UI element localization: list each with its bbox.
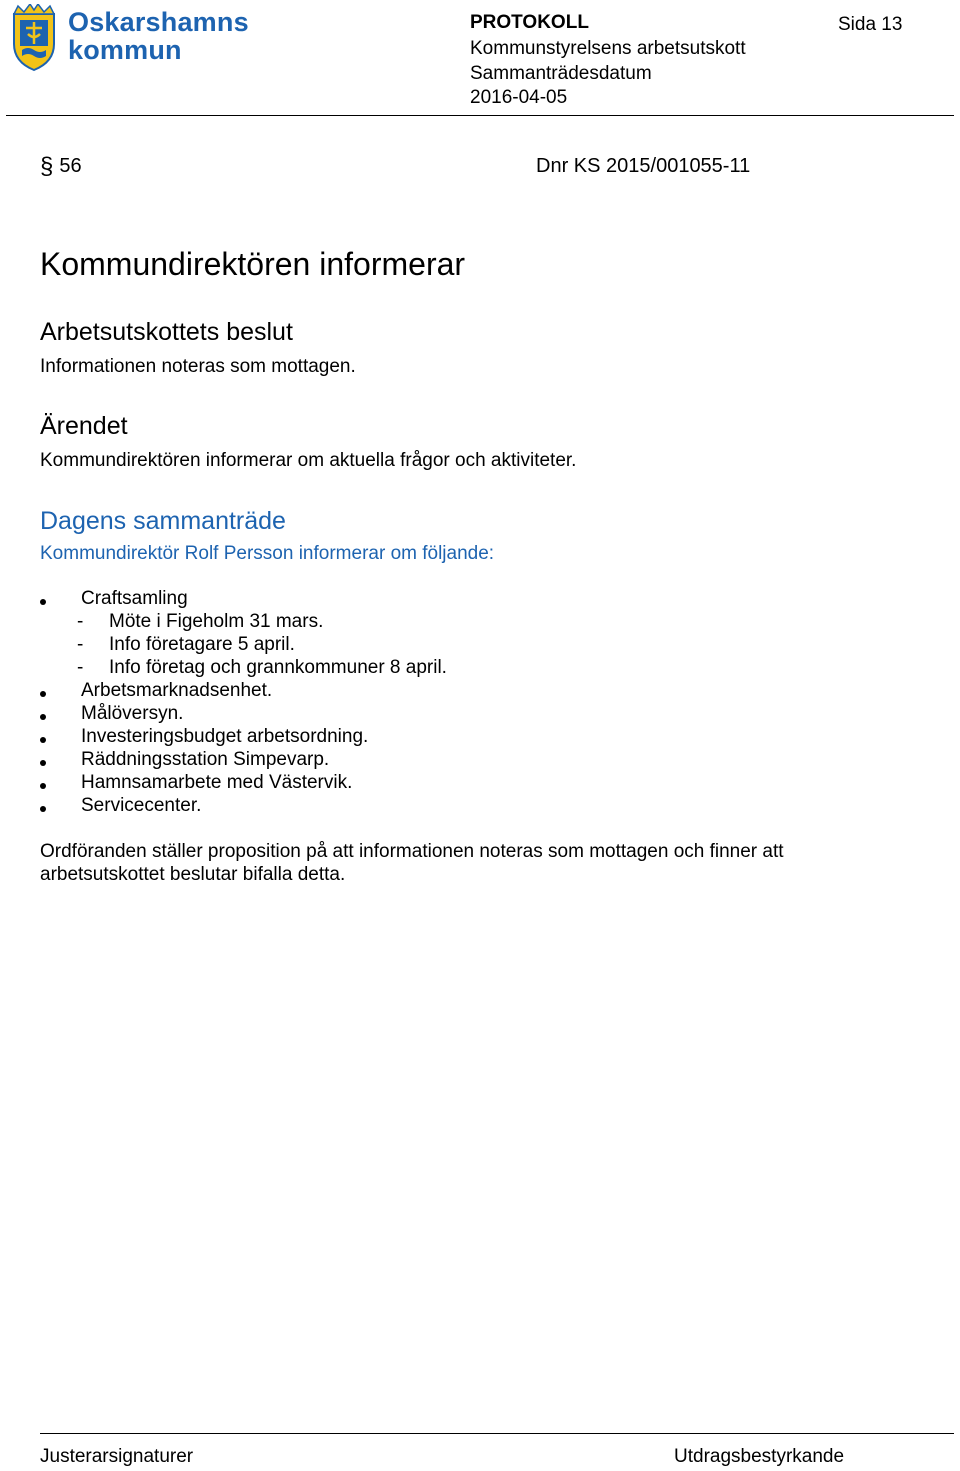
bullet-marker xyxy=(40,760,46,766)
section-number xyxy=(40,153,82,181)
logo-text-line1: Oskarshamns xyxy=(68,7,249,37)
bullet-marker xyxy=(40,806,46,812)
sub-item-dash: - xyxy=(77,634,84,655)
diary-number: Dnr KS 2015/001055-11 xyxy=(536,155,751,177)
sub-list-item: Info företag och grannkommuner 8 april. xyxy=(109,657,447,678)
municipality-logo-text xyxy=(68,8,249,64)
meeting-date-label: Sammanträdesdatum xyxy=(470,63,652,84)
list-item: Investeringsbudget arbetsordning. xyxy=(81,726,369,747)
meeting-intro: Kommundirektör Rolf Persson informerar om följande: xyxy=(40,543,495,564)
list-item: Målöversyn. xyxy=(81,703,184,724)
logo-text-line2: kommun xyxy=(68,35,182,65)
matter-heading: Ärendet xyxy=(40,412,128,440)
conclusion-line-1: Ordföranden ställer proposition på att informationen noteras som mottagen och finner att xyxy=(40,841,784,862)
meeting-heading: Dagens sammanträde xyxy=(40,507,286,535)
section-number-value: 56 xyxy=(59,155,82,177)
sub-list-item: Möte i Figeholm 31 mars. xyxy=(109,611,324,632)
sub-list-item: Info företagare 5 april. xyxy=(109,634,295,655)
signature-label: Justerarsignaturer xyxy=(40,1446,194,1467)
decision-heading: Arbetsutskottets beslut xyxy=(40,318,293,346)
list-item: Servicecenter. xyxy=(81,795,202,816)
list-item: Hamnsamarbete med Västervik. xyxy=(81,772,353,793)
document-type: PROTOKOLL xyxy=(470,12,589,33)
page-number: Sida 13 xyxy=(838,14,903,35)
matter-text: Kommundirektören informerar om aktuella frågor och aktiviteter. xyxy=(40,450,577,471)
paragraph-symbol: § xyxy=(40,153,54,180)
conclusion-line-2: arbetsutskottet beslutar bifalla detta. xyxy=(40,864,346,885)
extract-certification-label: Utdragsbestyrkande xyxy=(674,1446,845,1467)
header-divider xyxy=(6,115,954,116)
decision-text: Informationen noteras som mottagen. xyxy=(40,356,356,377)
committee-name: Kommunstyrelsens arbetsutskott xyxy=(470,38,746,59)
bullet-marker xyxy=(40,691,46,697)
sub-item-dash: - xyxy=(77,657,84,678)
list-item: Craftsamling xyxy=(81,588,188,609)
bullet-marker xyxy=(40,737,46,743)
list-item: Arbetsmarknadsenhet. xyxy=(81,680,273,701)
sub-item-dash: - xyxy=(77,611,84,632)
list-item: Räddningsstation Simpevarp. xyxy=(81,749,330,770)
page-title: Kommundirektören informerar xyxy=(40,246,466,282)
footer-divider xyxy=(40,1433,954,1434)
meeting-date-value: 2016-04-05 xyxy=(470,87,568,108)
bullet-marker xyxy=(40,599,46,605)
bullet-marker xyxy=(40,714,46,720)
municipal-coat-of-arms-icon xyxy=(8,4,60,74)
bullet-marker xyxy=(40,783,46,789)
